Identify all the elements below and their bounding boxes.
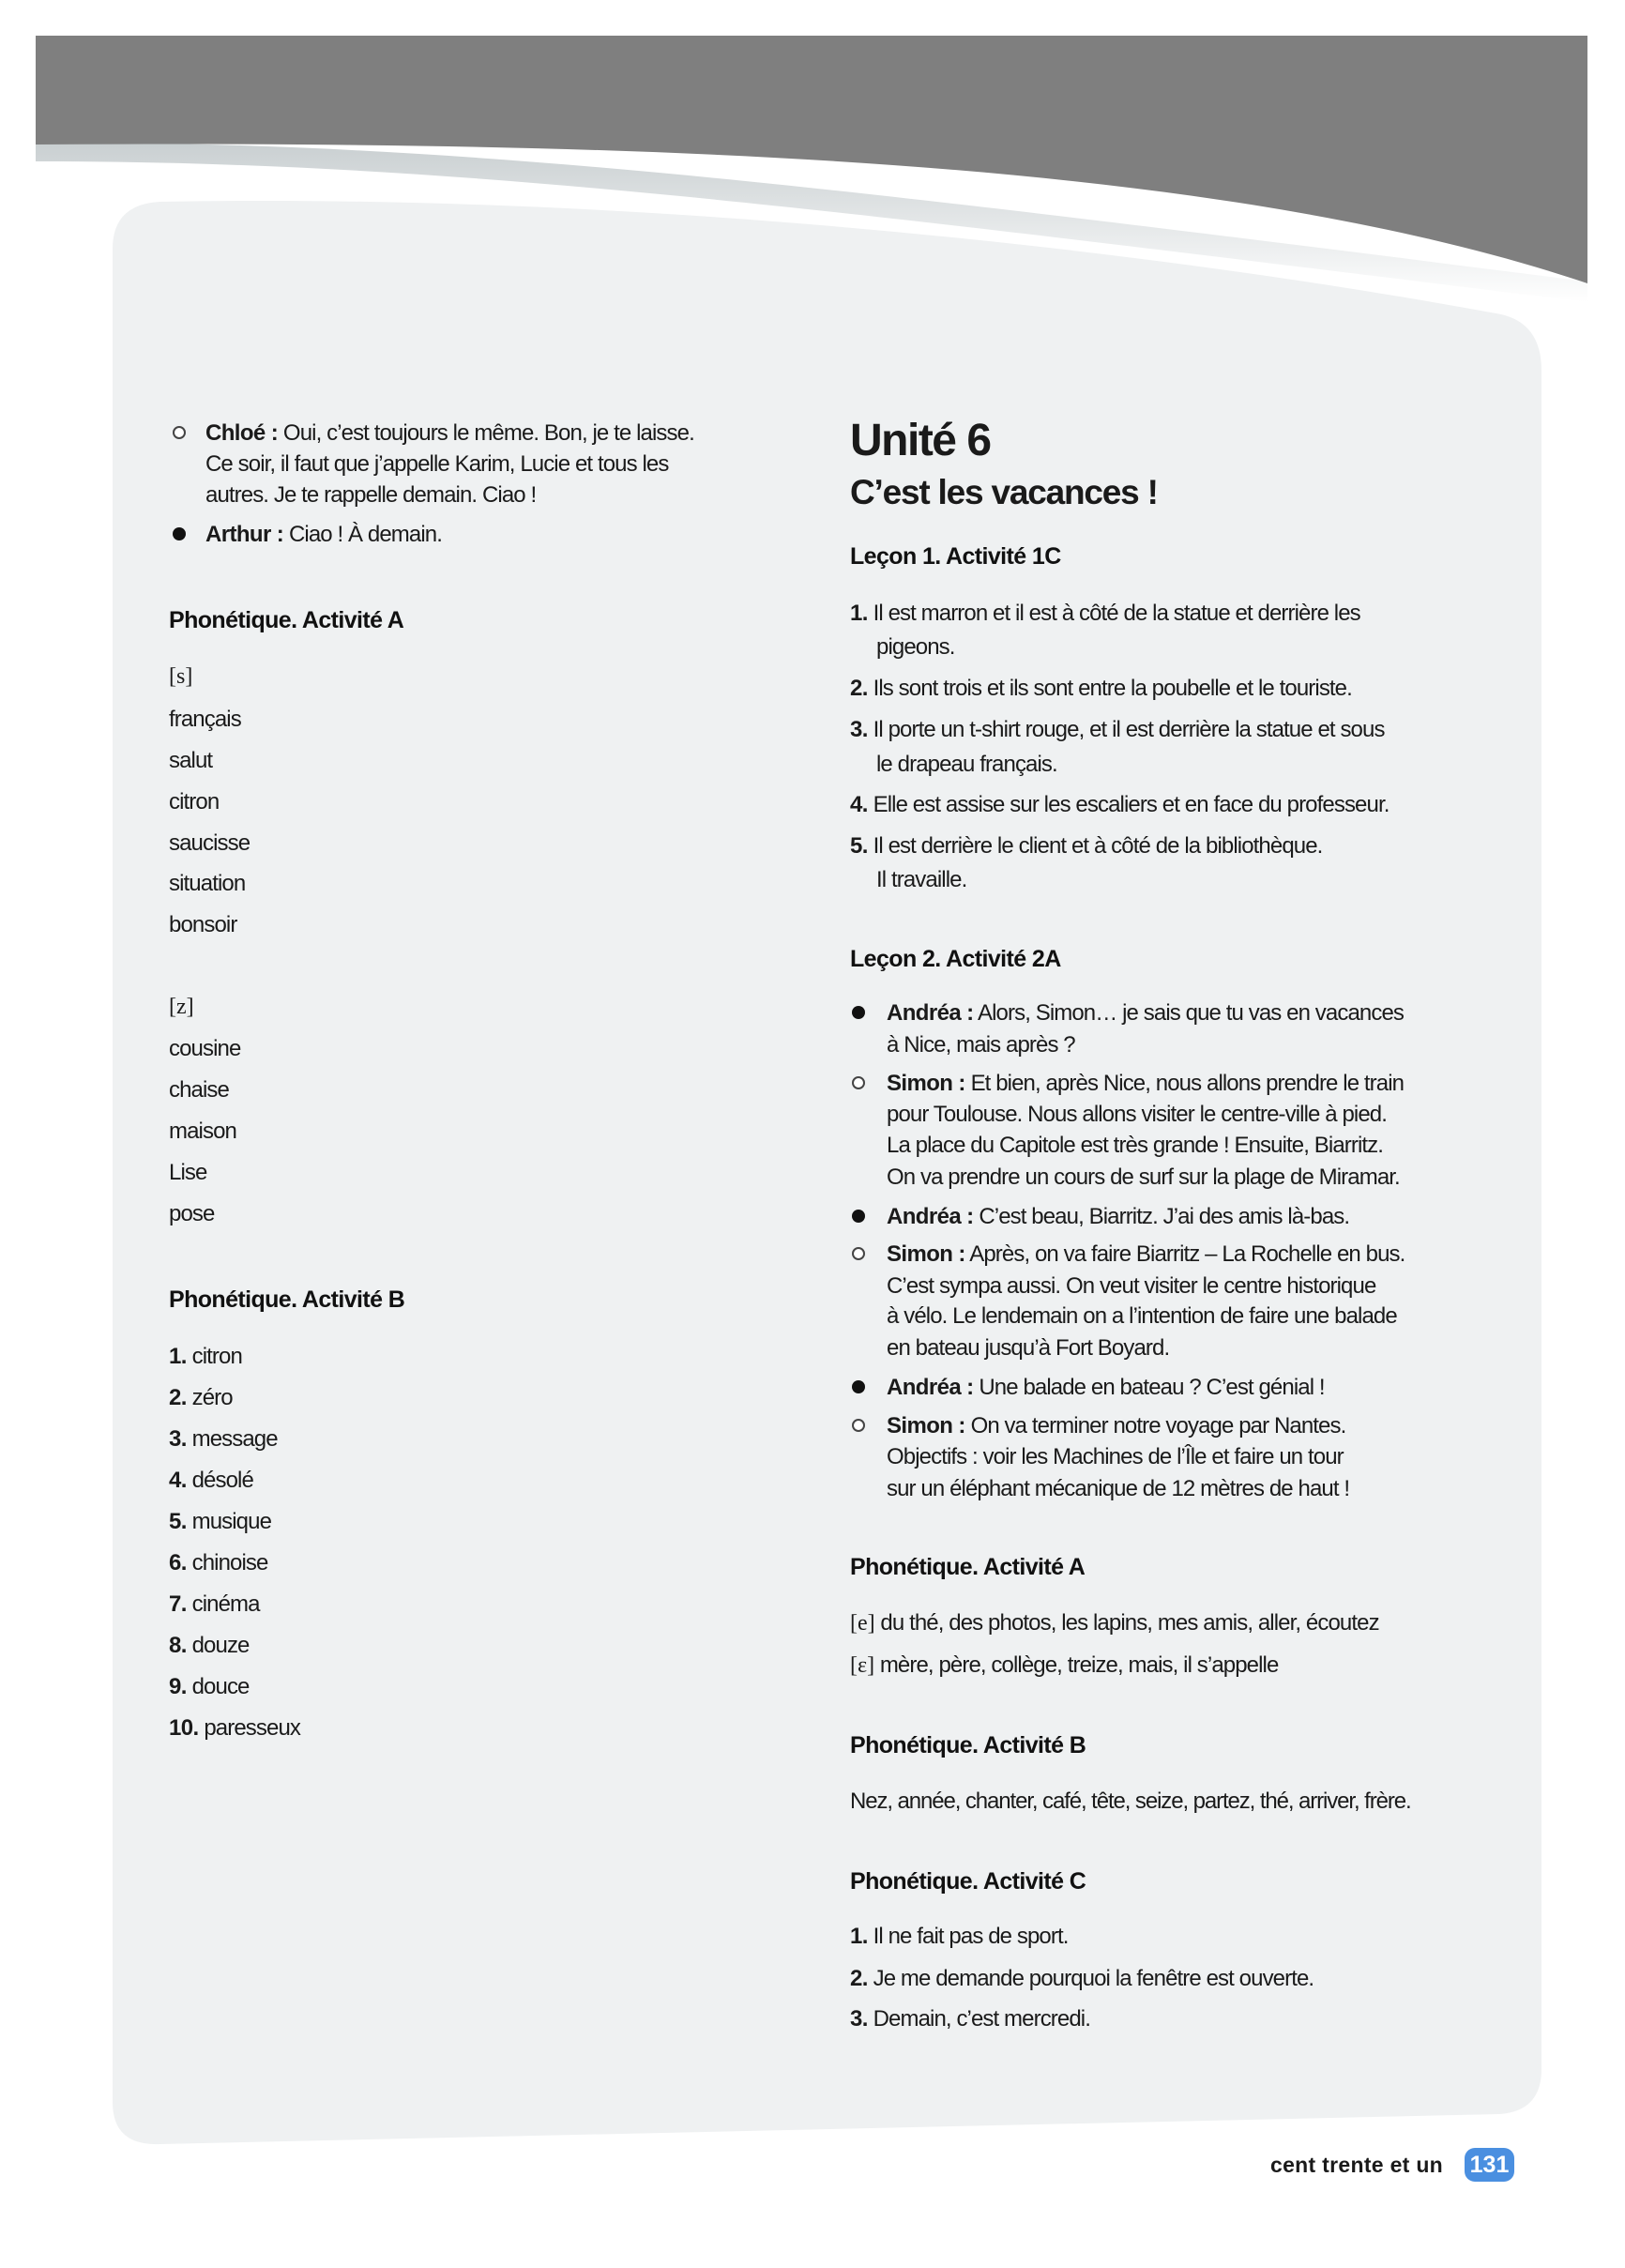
word: pose	[169, 1201, 215, 1226]
item-text: message	[191, 1426, 278, 1452]
numbered-item	[169, 1423, 278, 1454]
item-number: 4.	[169, 1468, 187, 1493]
line-text: du thé, des photos, les lapins, mes amis, aller, écoutez	[880, 1610, 1379, 1636]
item-number: 1.	[169, 1344, 187, 1369]
numbered-item	[169, 1506, 271, 1537]
dialogue-line: On va prendre un cours de surf sur la plage de Miramar.	[887, 1164, 1400, 1190]
filled-bullet-icon	[852, 1380, 865, 1393]
filled-bullet-icon	[852, 1210, 865, 1223]
line-text: Oui, c’est toujours le même. Bon, je te laisse.	[282, 420, 694, 446]
line-text: On va terminer notre voyage par Nantes.	[970, 1413, 1346, 1438]
dialogue-line	[887, 1410, 1345, 1441]
item-number: 2.	[850, 676, 868, 701]
numbered-item	[850, 830, 1322, 861]
line-text: C’est beau, Biarritz. J’ai des amis là-bas.	[979, 1204, 1350, 1229]
section-heading: Phonétique. Activité B	[850, 1732, 1086, 1758]
dialogue-line	[205, 418, 694, 449]
speaker: Simon :	[887, 1241, 965, 1267]
item-number: 2.	[169, 1385, 187, 1410]
item-number: 3.	[169, 1426, 187, 1452]
item-text: Il porte un t-shirt rouge, et il est derrière la statue et sous	[873, 717, 1385, 742]
section-heading: Leçon 1. Activité 1C	[850, 543, 1061, 570]
numbered-item	[850, 1921, 1068, 1952]
item-number: 9.	[169, 1674, 187, 1699]
item-text: Il ne fait pas de sport.	[873, 1924, 1069, 1949]
dialogue-line: Objectifs : voir les Machines de l’Île et faire un tour	[887, 1444, 1344, 1469]
item-continuation: Il travaille.	[876, 867, 967, 892]
dialogue-line: C’est sympa aussi. On veut visiter le centre historique	[887, 1273, 1376, 1299]
section-heading: Phonétique. Activité A	[169, 607, 404, 633]
item-text: Il est derrière le client et à côté de la bibliothèque.	[873, 833, 1323, 859]
numbered-item	[850, 1963, 1314, 1994]
dialogue-line: en bateau jusqu’à Fort Boyard.	[887, 1335, 1170, 1361]
item-text: paresseux	[204, 1715, 300, 1741]
unit-subtitle: C’est les vacances !	[850, 473, 1158, 511]
open-bullet-icon	[852, 1247, 865, 1260]
page-number-badge: 131	[1465, 2148, 1514, 2182]
section-heading: Leçon 2. Activité 2A	[850, 946, 1061, 972]
item-text: cinéma	[191, 1591, 260, 1617]
line-text: Après, on va faire Biarritz – La Rochelle en bus.	[969, 1241, 1405, 1267]
numbered-item	[169, 1382, 233, 1413]
phonetic-symbol: [z]	[169, 995, 194, 1019]
line-text: Alors, Simon… je sais que tu vas en vacances	[978, 1000, 1404, 1026]
numbered-item	[850, 598, 1360, 629]
item-text: douze	[191, 1633, 250, 1658]
dialogue-line	[887, 997, 1404, 1028]
item-number: 4.	[850, 792, 868, 817]
word: français	[169, 707, 241, 732]
speaker: Chloé :	[205, 420, 279, 446]
dialogue-line: La place du Capitole est très grande ! Ensuite, Biarritz.	[887, 1133, 1384, 1158]
speaker: Arthur :	[205, 522, 284, 547]
item-number: 1.	[850, 1924, 868, 1949]
speaker: Simon :	[887, 1413, 965, 1438]
item-number: 5.	[169, 1509, 187, 1534]
word: saucisse	[169, 830, 251, 856]
speaker: Andréa :	[887, 1000, 974, 1026]
numbered-item	[850, 714, 1385, 745]
item-number: 8.	[169, 1633, 187, 1658]
speaker: Simon :	[887, 1071, 965, 1096]
word: citron	[169, 789, 220, 814]
phonetic-symbol: [ɛ]	[850, 1653, 875, 1678]
word: situation	[169, 871, 246, 896]
numbered-item	[169, 1671, 250, 1702]
filled-bullet-icon	[173, 527, 186, 540]
phonetic-line	[850, 1650, 1278, 1682]
item-number: 7.	[169, 1591, 187, 1617]
item-text: Demain, c’est mercredi.	[873, 2006, 1090, 2032]
open-bullet-icon	[852, 1419, 865, 1432]
dialogue-line	[205, 519, 442, 550]
speaker: Andréa :	[887, 1204, 974, 1229]
open-bullet-icon	[852, 1076, 865, 1089]
numbered-item	[169, 1712, 300, 1743]
dialogue-line	[887, 1068, 1404, 1099]
item-text: chinoise	[191, 1550, 268, 1575]
page-number-words: cent trente et un	[1270, 2153, 1444, 2177]
speaker: Andréa :	[887, 1375, 974, 1400]
word: maison	[169, 1119, 236, 1144]
numbered-item	[850, 673, 1352, 704]
dialogue-line: Ce soir, il faut que j’appelle Karim, Lucie et tous les	[205, 451, 669, 477]
item-continuation: pigeons.	[876, 634, 955, 660]
numbered-item	[850, 2003, 1090, 2034]
item-text: musique	[191, 1509, 272, 1534]
item-text: Elle est assise sur les escaliers et en face du professeur.	[873, 792, 1390, 817]
item-number: 3.	[850, 717, 868, 742]
dialogue-line	[887, 1372, 1325, 1403]
dialogue-line: autres. Je te rappelle demain. Ciao !	[205, 482, 537, 508]
phonetic-symbol: [e]	[850, 1611, 875, 1636]
word: cousine	[169, 1036, 241, 1061]
line-text: Ciao ! À demain.	[288, 522, 442, 547]
numbered-item	[850, 789, 1389, 820]
section-heading: Phonétique. Activité C	[850, 1868, 1086, 1895]
item-text: citron	[191, 1344, 242, 1369]
unit-title: Unité 6	[850, 416, 991, 465]
item-number: 5.	[850, 833, 868, 859]
filled-bullet-icon	[852, 1006, 865, 1019]
dialogue-line	[887, 1239, 1405, 1270]
line-text: mère, père, collège, treize, mais, il s’appelle	[879, 1652, 1279, 1678]
numbered-item	[169, 1547, 267, 1578]
item-number: 3.	[850, 2006, 868, 2032]
item-number: 1.	[850, 601, 868, 626]
item-text: Ils sont trois et ils sont entre la poubelle et le touriste.	[873, 676, 1352, 701]
dialogue-line: pour Toulouse. Nous allons visiter le centre-ville à pied.	[887, 1102, 1387, 1127]
item-number: 2.	[850, 1966, 868, 1991]
word: chaise	[169, 1077, 229, 1103]
dialogue-line	[887, 1201, 1349, 1232]
section-heading: Phonétique. Activité A	[850, 1554, 1086, 1580]
word-list: Nez, année, chanter, café, tête, seize, partez, thé, arriver, frère.	[850, 1789, 1411, 1814]
item-number: 6.	[169, 1550, 187, 1575]
dialogue-line: à Nice, mais après ?	[887, 1032, 1075, 1058]
item-text: douce	[191, 1674, 250, 1699]
word: bonsoir	[169, 912, 237, 937]
item-text: Il est marron et il est à côté de la statue et derrière les	[873, 601, 1360, 626]
numbered-item	[169, 1589, 260, 1620]
item-text: Je me demande pourquoi la fenêtre est ouverte.	[873, 1966, 1314, 1991]
word: Lise	[169, 1160, 207, 1185]
line-text: Une balade en bateau ? C’est génial !	[979, 1375, 1325, 1400]
dialogue-line: sur un éléphant mécanique de 12 mètres de haut !	[887, 1476, 1350, 1501]
phonetic-line	[850, 1607, 1379, 1639]
line-text: Et bien, après Nice, nous allons prendre le train	[970, 1071, 1405, 1096]
item-continuation: le drapeau français.	[876, 752, 1057, 777]
item-number: 10.	[169, 1715, 199, 1741]
open-bullet-icon	[173, 426, 186, 439]
numbered-item	[169, 1341, 242, 1372]
item-text: désolé	[191, 1468, 253, 1493]
section-heading: Phonétique. Activité B	[169, 1286, 405, 1313]
phonetic-symbol: [s]	[169, 664, 193, 689]
word: salut	[169, 748, 213, 773]
item-text: zéro	[191, 1385, 233, 1410]
numbered-item	[169, 1630, 250, 1661]
numbered-item	[169, 1465, 253, 1496]
dialogue-line: à vélo. Le lendemain on a l’intention de faire une balade	[887, 1303, 1397, 1329]
